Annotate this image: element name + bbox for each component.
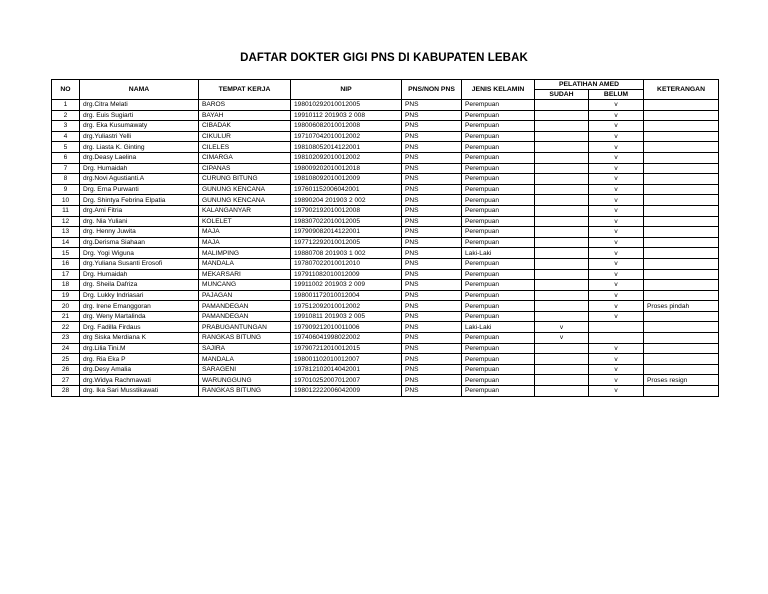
cell-nip: 198001172010012004: [291, 290, 402, 301]
cell-nip: 197601152006042001: [291, 184, 402, 195]
cell-sudah: [535, 205, 589, 216]
cell-nip: 19911002 201903 2 009: [291, 280, 402, 291]
cell-tempat-kerja: KALANGANYAR: [199, 205, 291, 216]
cell-tempat-kerja: BAROS: [199, 100, 291, 111]
table-row: [52, 280, 719, 291]
table-row: [52, 343, 719, 354]
cell-belum: v: [589, 258, 644, 269]
cell-pns: PNS: [402, 290, 462, 301]
cell-belum: v: [589, 131, 644, 142]
cell-no: 12: [52, 216, 80, 227]
cell-jenis-kelamin: Perempuan: [462, 364, 535, 375]
cell-nama: drg. Sheila Dafriza: [80, 280, 199, 291]
cell-no: 22: [52, 322, 80, 333]
cell-no: 16: [52, 258, 80, 269]
cell-belum: v: [589, 216, 644, 227]
cell-no: 28: [52, 386, 80, 397]
cell-keterangan: [644, 195, 719, 206]
cell-no: 21: [52, 311, 80, 322]
table-row: [52, 237, 719, 248]
header-no: NO: [52, 80, 80, 100]
cell-keterangan: [644, 333, 719, 344]
cell-sudah: [535, 354, 589, 365]
cell-keterangan: [644, 152, 719, 163]
cell-no: 24: [52, 343, 80, 354]
cell-no: 4: [52, 131, 80, 142]
cell-nama: drg Siska Merdiana K: [80, 333, 199, 344]
cell-sudah: [535, 227, 589, 238]
cell-belum: [589, 322, 644, 333]
cell-belum: v: [589, 121, 644, 132]
cell-no: 13: [52, 227, 80, 238]
cell-keterangan: [644, 354, 719, 365]
cell-belum: v: [589, 174, 644, 185]
table-row: [52, 131, 719, 142]
cell-jenis-kelamin: Perempuan: [462, 237, 535, 248]
cell-pns: PNS: [402, 163, 462, 174]
cell-pns: PNS: [402, 354, 462, 365]
cell-nip: 197907212010012015: [291, 343, 402, 354]
page-title: DAFTAR DOKTER GIGI PNS DI KABUPATEN LEBAK: [240, 52, 528, 64]
cell-tempat-kerja: WARUNGGUNG: [199, 375, 291, 386]
cell-keterangan: [644, 311, 719, 322]
cell-no: 11: [52, 205, 80, 216]
cell-pns: PNS: [402, 100, 462, 111]
cell-belum: v: [589, 280, 644, 291]
cell-sudah: [535, 184, 589, 195]
cell-nama: Drg. Erna Purwanti: [80, 184, 199, 195]
cell-sudah: [535, 237, 589, 248]
header-nip: NIP: [291, 80, 402, 100]
cell-jenis-kelamin: Perempuan: [462, 174, 535, 185]
cell-no: 23: [52, 333, 80, 344]
cell-nama: Drg. Humaidah: [80, 269, 199, 280]
cell-nip: 198006082010012008: [291, 121, 402, 132]
cell-nama: drg.Ami Fitria: [80, 205, 199, 216]
cell-tempat-kerja: SARAGENI: [199, 364, 291, 375]
cell-nip: 197406041998022002: [291, 333, 402, 344]
cell-pns: PNS: [402, 110, 462, 121]
cell-jenis-kelamin: Perempuan: [462, 152, 535, 163]
cell-nama: Drg. Shintya Febrina Elpatia: [80, 195, 199, 206]
cell-belum: v: [589, 386, 644, 397]
table-row: [52, 152, 719, 163]
cell-pns: PNS: [402, 142, 462, 153]
cell-jenis-kelamin: Perempuan: [462, 301, 535, 312]
cell-nip: 19910811 201903 2 005: [291, 311, 402, 322]
cell-jenis-kelamin: Perempuan: [462, 131, 535, 142]
cell-belum: v: [589, 184, 644, 195]
cell-keterangan: [644, 174, 719, 185]
cell-jenis-kelamin: Perempuan: [462, 386, 535, 397]
cell-belum: v: [589, 269, 644, 280]
cell-tempat-kerja: BAYAH: [199, 110, 291, 121]
cell-keterangan: Proses pindah: [644, 301, 719, 312]
table-row: [52, 375, 719, 386]
cell-belum: v: [589, 364, 644, 375]
cell-sudah: [535, 375, 589, 386]
cell-belum: v: [589, 237, 644, 248]
cell-no: 25: [52, 354, 80, 365]
header-tempat-kerja: TEMPAT KERJA: [199, 80, 291, 100]
header-keterangan: KETERANGAN: [644, 80, 719, 100]
cell-tempat-kerja: GUNUNG KENCANA: [199, 184, 291, 195]
cell-nip: 197010252007012007: [291, 375, 402, 386]
cell-nama: drg. Weny Martalinda: [80, 311, 199, 322]
cell-sudah: [535, 142, 589, 153]
cell-no: 15: [52, 248, 80, 259]
cell-nama: drg. Eka Kusumawaty: [80, 121, 199, 132]
cell-nip: 197512092010012002: [291, 301, 402, 312]
table-row: [52, 354, 719, 365]
cell-nama: drg.Deasy Laelina: [80, 152, 199, 163]
cell-keterangan: [644, 110, 719, 121]
table-row: [52, 184, 719, 195]
table-row: [52, 121, 719, 132]
cell-keterangan: [644, 290, 719, 301]
cell-pns: PNS: [402, 216, 462, 227]
cell-jenis-kelamin: Perempuan: [462, 343, 535, 354]
header-sudah: SUDAH: [535, 90, 589, 100]
cell-sudah: [535, 280, 589, 291]
cell-belum: v: [589, 163, 644, 174]
cell-belum: v: [589, 205, 644, 216]
cell-sudah: [535, 100, 589, 111]
cell-tempat-kerja: MAJA: [199, 237, 291, 248]
cell-nip: 197909082014122001: [291, 227, 402, 238]
cell-tempat-kerja: CIBADAK: [199, 121, 291, 132]
cell-no: 9: [52, 184, 80, 195]
cell-belum: v: [589, 290, 644, 301]
cell-tempat-kerja: CURUNG BITUNG: [199, 174, 291, 185]
table-row: [52, 216, 719, 227]
cell-no: 18: [52, 280, 80, 291]
cell-pns: PNS: [402, 386, 462, 397]
cell-sudah: [535, 121, 589, 132]
cell-jenis-kelamin: Perempuan: [462, 354, 535, 365]
table-row: [52, 227, 719, 238]
cell-jenis-kelamin: Perempuan: [462, 205, 535, 216]
cell-belum: v: [589, 311, 644, 322]
cell-tempat-kerja: PAJAGAN: [199, 290, 291, 301]
table-row: [52, 142, 719, 153]
cell-nip: 198009202010012018: [291, 163, 402, 174]
cell-belum: v: [589, 301, 644, 312]
cell-no: 17: [52, 269, 80, 280]
cell-keterangan: [644, 205, 719, 216]
cell-nama: Drg. Yogi Wiguna: [80, 248, 199, 259]
cell-nama: drg. Liasta K. Ginting: [80, 142, 199, 153]
cell-pns: PNS: [402, 258, 462, 269]
cell-pns: PNS: [402, 237, 462, 248]
cell-tempat-kerja: MAJA: [199, 227, 291, 238]
cell-sudah: [535, 343, 589, 354]
cell-pns: PNS: [402, 311, 462, 322]
cell-sudah: v: [535, 333, 589, 344]
cell-nama: drg. Euis Sugiarti: [80, 110, 199, 121]
cell-sudah: [535, 258, 589, 269]
cell-tempat-kerja: MANDALA: [199, 354, 291, 365]
cell-keterangan: [644, 269, 719, 280]
cell-jenis-kelamin: Perempuan: [462, 100, 535, 111]
cell-keterangan: [644, 364, 719, 375]
cell-keterangan: [644, 237, 719, 248]
cell-jenis-kelamin: Perempuan: [462, 311, 535, 322]
header-nama: NAMA: [80, 80, 199, 100]
cell-jenis-kelamin: Perempuan: [462, 280, 535, 291]
cell-nama: drg.Derisma Siahaan: [80, 237, 199, 248]
cell-jenis-kelamin: Perempuan: [462, 121, 535, 132]
cell-nip: 197807022010012010: [291, 258, 402, 269]
cell-nama: drg.Yuliastri Yelli: [80, 131, 199, 142]
table-row: [52, 110, 719, 121]
cell-belum: v: [589, 152, 644, 163]
table-row: [52, 322, 719, 333]
cell-sudah: [535, 311, 589, 322]
cell-belum: [589, 333, 644, 344]
table-row: [52, 195, 719, 206]
cell-no: 14: [52, 237, 80, 248]
cell-jenis-kelamin: Perempuan: [462, 163, 535, 174]
cell-sudah: [535, 248, 589, 259]
table-row: [52, 301, 719, 312]
cell-jenis-kelamin: Perempuan: [462, 375, 535, 386]
cell-keterangan: [644, 216, 719, 227]
cell-nip: 198010292010012005: [291, 100, 402, 111]
cell-nip: 197909212010011006: [291, 322, 402, 333]
cell-belum: v: [589, 142, 644, 153]
cell-nip: 19890204 201903 2 002: [291, 195, 402, 206]
cell-tempat-kerja: PAMANDEGAN: [199, 301, 291, 312]
cell-keterangan: [644, 184, 719, 195]
cell-keterangan: [644, 121, 719, 132]
cell-pns: PNS: [402, 343, 462, 354]
cell-keterangan: [644, 100, 719, 111]
cell-sudah: [535, 195, 589, 206]
cell-nip: 197911082010012009: [291, 269, 402, 280]
cell-pns: PNS: [402, 152, 462, 163]
cell-nama: Drg. Humaidah: [80, 163, 199, 174]
cell-keterangan: [644, 258, 719, 269]
cell-nip: 19910112 201903 2 008: [291, 110, 402, 121]
cell-nip: 198001102010012007: [291, 354, 402, 365]
cell-nama: drg.Citra Melati: [80, 100, 199, 111]
cell-jenis-kelamin: Perempuan: [462, 110, 535, 121]
cell-pns: PNS: [402, 131, 462, 142]
cell-jenis-kelamin: Perempuan: [462, 333, 535, 344]
cell-jenis-kelamin: Laki-Laki: [462, 322, 535, 333]
cell-nama: drg.Yuliana Susanti Erosofi: [80, 258, 199, 269]
cell-no: 6: [52, 152, 80, 163]
table-row: [52, 333, 719, 344]
cell-no: 26: [52, 364, 80, 375]
cell-keterangan: Proses resign: [644, 375, 719, 386]
cell-nama: drg.Widya Rachmawati: [80, 375, 199, 386]
cell-sudah: [535, 364, 589, 375]
header-belum: BELUM: [589, 90, 644, 100]
table-row: [52, 100, 719, 111]
cell-keterangan: [644, 227, 719, 238]
cell-tempat-kerja: MUNCANG: [199, 280, 291, 291]
cell-pns: PNS: [402, 227, 462, 238]
table-row: [52, 290, 719, 301]
cell-no: 2: [52, 110, 80, 121]
cell-keterangan: [644, 163, 719, 174]
cell-pns: PNS: [402, 375, 462, 386]
cell-nip: 198012222006042009: [291, 386, 402, 397]
cell-no: 10: [52, 195, 80, 206]
cell-nip: 198108052014122001: [291, 142, 402, 153]
cell-tempat-kerja: CIMARGA: [199, 152, 291, 163]
dentist-table: [51, 79, 719, 397]
cell-jenis-kelamin: Perempuan: [462, 269, 535, 280]
cell-jenis-kelamin: Perempuan: [462, 184, 535, 195]
cell-keterangan: [644, 131, 719, 142]
cell-nip: 198108092010012009: [291, 174, 402, 185]
cell-keterangan: [644, 248, 719, 259]
cell-tempat-kerja: CIPANAS: [199, 163, 291, 174]
cell-nip: 197107042010012002: [291, 131, 402, 142]
cell-jenis-kelamin: Perempuan: [462, 142, 535, 153]
cell-tempat-kerja: SAJIRA: [199, 343, 291, 354]
cell-tempat-kerja: MANDALA: [199, 258, 291, 269]
cell-belum: v: [589, 375, 644, 386]
cell-nama: drg.Lilia Tini.M: [80, 343, 199, 354]
cell-sudah: [535, 216, 589, 227]
cell-keterangan: [644, 386, 719, 397]
cell-nama: drg.Novi Agustianti.A: [80, 174, 199, 185]
cell-jenis-kelamin: Perempuan: [462, 227, 535, 238]
cell-tempat-kerja: CIKULUR: [199, 131, 291, 142]
cell-keterangan: [644, 343, 719, 354]
cell-belum: v: [589, 354, 644, 365]
cell-tempat-kerja: GUNUNG KENCANA: [199, 195, 291, 206]
cell-sudah: [535, 290, 589, 301]
cell-keterangan: [644, 322, 719, 333]
table-row: [52, 258, 719, 269]
cell-tempat-kerja: RANGKAS BITUNG: [199, 386, 291, 397]
cell-jenis-kelamin: Perempuan: [462, 216, 535, 227]
table-row: [52, 269, 719, 280]
cell-nama: drg. Henny Juwita: [80, 227, 199, 238]
cell-nip: 19880708 201903 1 002: [291, 248, 402, 259]
cell-tempat-kerja: RANGKAS BITUNG: [199, 333, 291, 344]
cell-no: 1: [52, 100, 80, 111]
cell-nama: Drg. Fadilla Firdaus: [80, 322, 199, 333]
cell-pns: PNS: [402, 195, 462, 206]
cell-pns: PNS: [402, 205, 462, 216]
header-pns: PNS/NON PNS: [402, 80, 462, 100]
cell-belum: v: [589, 227, 644, 238]
cell-nip: 197812102014042001: [291, 364, 402, 375]
cell-jenis-kelamin: Perempuan: [462, 290, 535, 301]
cell-nip: 197712292010012005: [291, 237, 402, 248]
cell-keterangan: [644, 280, 719, 291]
table-row: [52, 248, 719, 259]
cell-nip: 198102092010012002: [291, 152, 402, 163]
cell-nama: drg. Ria Eka P: [80, 354, 199, 365]
cell-pns: PNS: [402, 280, 462, 291]
cell-no: 19: [52, 290, 80, 301]
cell-tempat-kerja: CILELES: [199, 142, 291, 153]
cell-jenis-kelamin: Laki-Laki: [462, 248, 535, 259]
cell-nama: drg. Irene Emanggoran: [80, 301, 199, 312]
cell-jenis-kelamin: Perempuan: [462, 195, 535, 206]
cell-belum: v: [589, 343, 644, 354]
cell-nama: drg. Nia Yuliani: [80, 216, 199, 227]
cell-keterangan: [644, 142, 719, 153]
cell-nama: drg. Ika Sari Musstikawati: [80, 386, 199, 397]
cell-belum: v: [589, 195, 644, 206]
cell-pns: PNS: [402, 364, 462, 375]
table-row: [52, 205, 719, 216]
cell-tempat-kerja: PRABUGANTUNGAN: [199, 322, 291, 333]
cell-no: 5: [52, 142, 80, 153]
cell-sudah: [535, 152, 589, 163]
cell-no: 8: [52, 174, 80, 185]
cell-no: 27: [52, 375, 80, 386]
table-row: [52, 386, 719, 397]
cell-pns: PNS: [402, 301, 462, 312]
cell-no: 3: [52, 121, 80, 132]
cell-jenis-kelamin: Perempuan: [462, 258, 535, 269]
cell-nama: Drg. Lukky Indriasari: [80, 290, 199, 301]
header-jenis-kelamin: JENIS KELAMIN: [462, 80, 535, 100]
cell-nip: 197902192010012008: [291, 205, 402, 216]
cell-pns: PNS: [402, 248, 462, 259]
cell-sudah: [535, 131, 589, 142]
cell-tempat-kerja: MEKARSARI: [199, 269, 291, 280]
cell-sudah: [535, 269, 589, 280]
cell-nip: 198307022010012005: [291, 216, 402, 227]
cell-no: 20: [52, 301, 80, 312]
cell-belum: v: [589, 248, 644, 259]
cell-pns: PNS: [402, 333, 462, 344]
cell-pns: PNS: [402, 184, 462, 195]
cell-sudah: [535, 386, 589, 397]
table-row: [52, 364, 719, 375]
cell-sudah: [535, 163, 589, 174]
cell-tempat-kerja: MALIMPING: [199, 248, 291, 259]
cell-tempat-kerja: PAMANDEGAN: [199, 311, 291, 322]
cell-belum: v: [589, 100, 644, 111]
cell-sudah: [535, 174, 589, 185]
cell-pns: PNS: [402, 121, 462, 132]
cell-no: 7: [52, 163, 80, 174]
cell-tempat-kerja: KOLELET: [199, 216, 291, 227]
cell-pns: PNS: [402, 174, 462, 185]
cell-sudah: [535, 110, 589, 121]
cell-sudah: v: [535, 322, 589, 333]
cell-sudah: [535, 301, 589, 312]
table-row: [52, 311, 719, 322]
cell-pns: PNS: [402, 269, 462, 280]
cell-belum: v: [589, 110, 644, 121]
table-row: [52, 163, 719, 174]
cell-pns: PNS: [402, 322, 462, 333]
cell-nama: drg.Desy Amalia: [80, 364, 199, 375]
table-row: [52, 174, 719, 185]
header-pelatihan: PELATIHAN AMED: [535, 80, 644, 90]
